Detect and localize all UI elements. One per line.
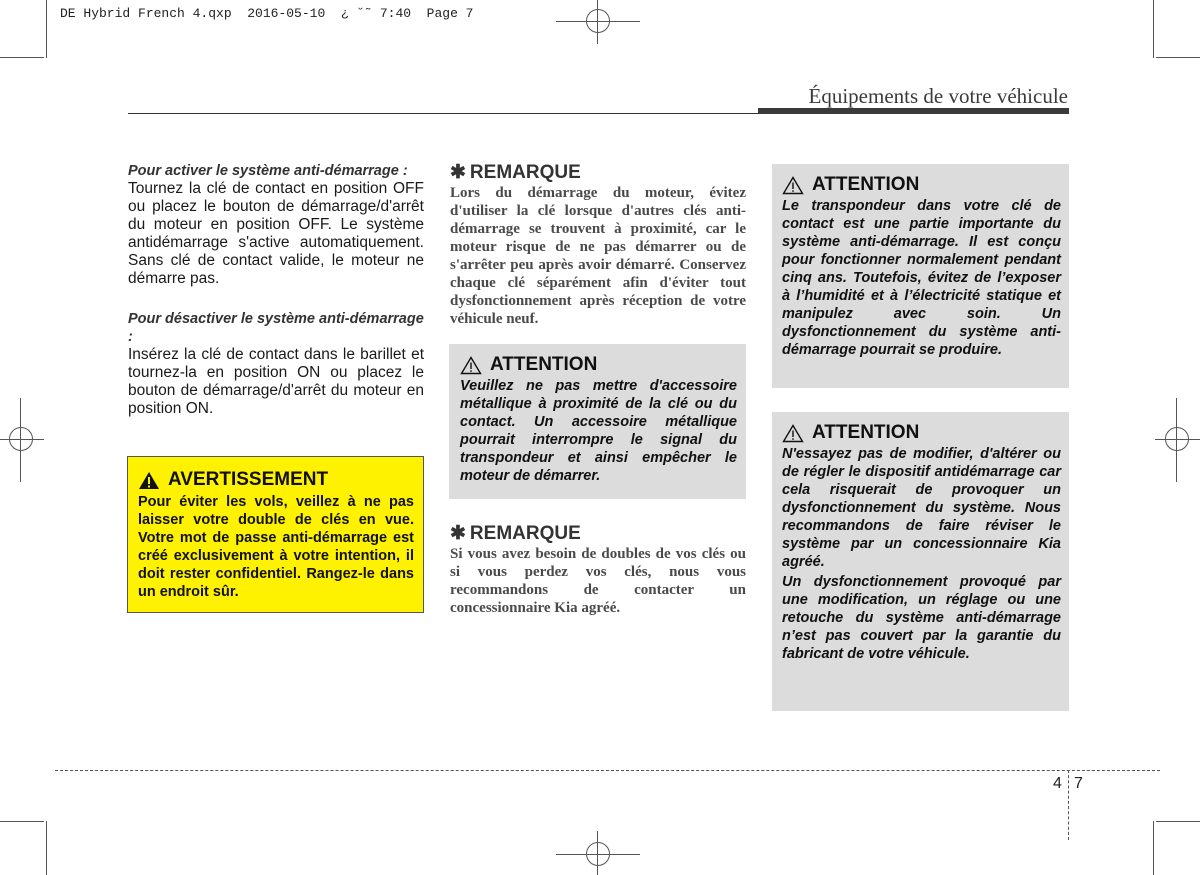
attention-box-middle [449, 344, 746, 499]
page-number: 7 [1074, 775, 1083, 792]
crop-mark [1156, 57, 1200, 58]
attention-box-1 [772, 164, 1069, 388]
attention-title [460, 354, 737, 376]
warning-icon [138, 471, 160, 490]
print-info: DE Hybrid French 4.qxp 2016-05-10 ¿ ˘˜ 7:40 Page 7 [60, 6, 474, 21]
attention-title [782, 174, 1061, 196]
remark-2-title-text: REMARQUE [469, 523, 581, 544]
attention-text: Le transpondeur dans votre clé de contact est une partie importante du système anti-démarrage. Il est conçu pour fonctionner normalement pendant cinq ans. Toutefois, évitez de l’exposer à l’humidité et à l’électricité statique et manipulez avec soin. Un dysfonctionnement du système anti-démarrage pourrait se produire. [782, 198, 1061, 358]
warning-text: Pour éviter les vols, veillez à ne pas laisser votre double de clés en vue. Votre mot de passe anti-démarrage est créé exclusivement à votre intention, il doit rester confidentiel. Rangez-le dans un endroit sûr. [138, 494, 414, 600]
warning-box [127, 456, 424, 613]
registration-line [597, 831, 598, 875]
attention-title-text: ATTENTION [490, 354, 598, 375]
asterisk-icon: ✱ [450, 162, 466, 183]
attention-title-text: ATTENTION [812, 174, 920, 195]
caution-triangle-icon [782, 424, 804, 443]
warning-title-text: AVERTISSEMENT [168, 469, 329, 490]
remark-1 [450, 162, 746, 328]
deactivate-heading: Pour désactiver le système anti-démarrage : [128, 311, 424, 345]
remark-1-text: Lors du démarrage du moteur, évitez d'utiliser la clé lorsque d'autres clés anti-démarrage se trouvent à proximité, car le moteur risque de ne pas démarrer ou de s'arrêter peu après avoir démarré. Conservez chaque clé séparément afin d'éviter tout dysfonctionnement après réception de votre véhicule neuf. [450, 185, 746, 327]
attention-text: Veuillez ne pas mettre d'accessoire métallique à proximité de la clé ou du contact. Un accessoire métallique pourrait interrompre le signal du transpondeur et ainsi empêcher le moteur de démarrer. [460, 378, 737, 484]
attention-title-text: ATTENTION [812, 422, 920, 443]
caution-triangle-icon [782, 176, 804, 195]
page-chapter: 4 [1053, 775, 1062, 792]
attention-text-2: Un dysfonctionnement provoqué par une modification, un réglage ou une retouche du système anti-démarrage n’est pas couvert par la garantie du fabricant de votre véhicule. [782, 574, 1061, 662]
header-rule [128, 113, 758, 114]
registration-line [1155, 439, 1200, 440]
attention-title [782, 422, 1061, 444]
deactivate-text: Insérez la clé de contact dans le barillet et tournez-la en position ON ou placez le bouton de démarrage/d'arrêt du moteur en position ON. [128, 346, 424, 417]
footer-divider [1068, 770, 1069, 840]
activate-text: Tournez la clé de contact en position OFF ou placez le bouton de démarrage/d'arrêt du moteur en position OFF. Le système antidémarrage s'active automatiquement. Sans clé de contact valide, le moteur ne démarre pas. [128, 180, 424, 287]
crop-mark [46, 821, 47, 875]
registration-line [0, 439, 44, 440]
activate-heading: Pour activer le système anti-démarrage : [128, 163, 408, 179]
registration-line [597, 0, 598, 44]
registration-line [556, 21, 640, 22]
registration-line [1176, 398, 1177, 482]
remark-1-title-text: REMARQUE [469, 162, 581, 183]
section-title: Équipements de votre véhicule [808, 84, 1068, 108]
remark-2-text: Si vous avez besoin de doubles de vos clés ou si vous perdez vos clés, nous vous recommandons de contacter un concessionnaire Kia agréé. [450, 546, 746, 616]
remark-2 [450, 523, 746, 617]
crop-mark [0, 821, 44, 822]
crop-mark [1156, 821, 1200, 822]
caution-triangle-icon [460, 356, 482, 375]
registration-line [556, 854, 640, 855]
registration-line [20, 398, 21, 482]
crop-mark [1153, 821, 1154, 875]
remark-2-title [450, 523, 746, 545]
attention-box-2 [772, 412, 1069, 711]
column-1 [128, 162, 424, 418]
attention-text-1: N'essayez pas de modifier, d'altérer ou de régler le dispositif antidémarrage car cela risquerait de provoquer un dysfonctionnement du système. Nous recommandons de faire réviser le système par un concessionnaire Kia agréé. [782, 446, 1061, 570]
warning-title [138, 469, 414, 491]
header-rule-thick [758, 108, 1069, 114]
asterisk-icon: ✱ [450, 523, 466, 544]
crop-mark [46, 0, 47, 58]
crop-mark [1153, 0, 1154, 58]
crop-mark [0, 57, 44, 58]
footer-rule [55, 770, 1160, 771]
remark-1-title [450, 162, 746, 184]
